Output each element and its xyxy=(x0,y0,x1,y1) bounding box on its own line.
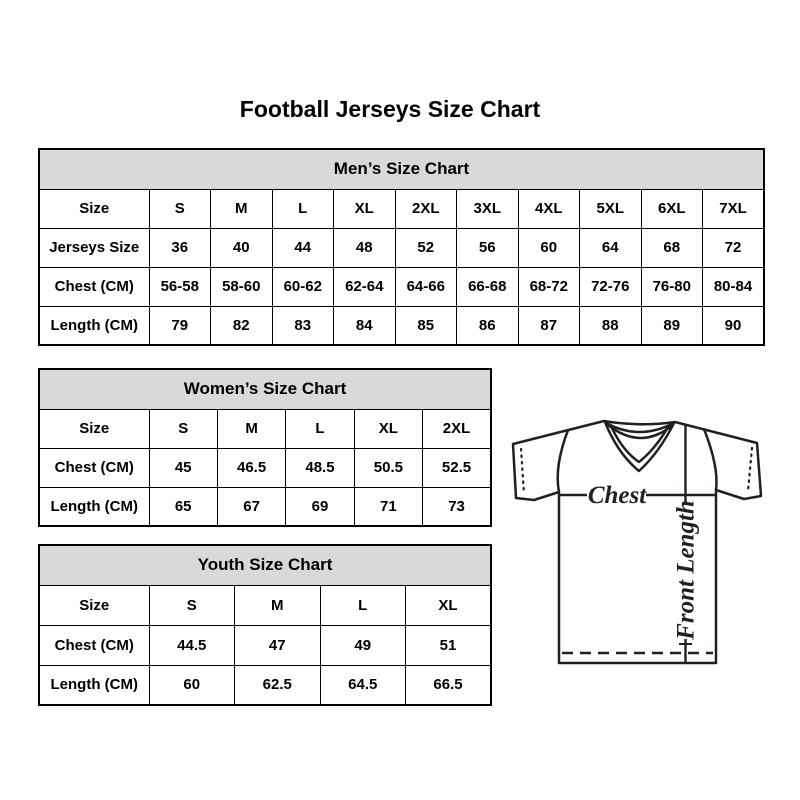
cell-value: 67 xyxy=(217,487,285,526)
cell-value: 64 xyxy=(580,228,642,267)
cell-value: S xyxy=(149,409,217,448)
cell-value: 50.5 xyxy=(354,448,422,487)
cell-value: 56-58 xyxy=(149,267,211,306)
cell-value: 52.5 xyxy=(423,448,491,487)
cell-value: 60 xyxy=(149,665,235,705)
chest-label: Chest xyxy=(587,482,647,509)
cell-value: 44 xyxy=(272,228,334,267)
cell-value: 84 xyxy=(334,306,396,345)
row-label: Chest (CM) xyxy=(39,448,149,487)
row-label: Length (CM) xyxy=(39,306,149,345)
table-row xyxy=(39,267,764,306)
cell-value: 7XL xyxy=(703,189,765,228)
cell-value: 62.5 xyxy=(235,665,321,705)
jersey-outline xyxy=(513,421,761,663)
mens-size-table xyxy=(38,148,765,346)
cell-value: M xyxy=(235,585,321,625)
cell-value: 82 xyxy=(211,306,273,345)
cell-value: 60-62 xyxy=(272,267,334,306)
cell-value: 80-84 xyxy=(703,267,765,306)
row-label: Chest (CM) xyxy=(39,625,149,665)
cell-value: 2XL xyxy=(395,189,457,228)
cell-value: 45 xyxy=(149,448,217,487)
cell-value: 46.5 xyxy=(217,448,285,487)
cell-value: S xyxy=(149,189,211,228)
cell-value: 51 xyxy=(406,625,492,665)
row-label: Size xyxy=(39,189,149,228)
cell-value: 48 xyxy=(334,228,396,267)
table-title-row xyxy=(39,545,491,585)
table-title: Women’s Size Chart xyxy=(39,369,491,409)
front-length-label: Front Length xyxy=(672,500,700,640)
cell-value: 44.5 xyxy=(149,625,235,665)
cell-value: 76-80 xyxy=(641,267,703,306)
cell-value: 73 xyxy=(423,487,491,526)
table-title: Men’s Size Chart xyxy=(39,149,764,189)
cell-value: 49 xyxy=(320,625,406,665)
cell-value: 79 xyxy=(149,306,211,345)
cell-value: 72 xyxy=(703,228,765,267)
row-label: Jerseys Size xyxy=(39,228,149,267)
cell-value: 68 xyxy=(641,228,703,267)
table-row xyxy=(39,306,764,345)
row-label: Size xyxy=(39,585,149,625)
row-label: Chest (CM) xyxy=(39,267,149,306)
cell-value: XL xyxy=(354,409,422,448)
cell-value: 86 xyxy=(457,306,519,345)
youth-size-table xyxy=(38,544,492,706)
cell-value: 88 xyxy=(580,306,642,345)
table-row xyxy=(39,448,491,487)
cell-value: 47 xyxy=(235,625,321,665)
cell-value: 48.5 xyxy=(286,448,354,487)
cell-value: 36 xyxy=(149,228,211,267)
cell-value: S xyxy=(149,585,235,625)
cell-value: 60 xyxy=(518,228,580,267)
cell-value: 90 xyxy=(703,306,765,345)
cell-value: 69 xyxy=(286,487,354,526)
table-row xyxy=(39,585,491,625)
cell-value: 56 xyxy=(457,228,519,267)
table-row xyxy=(39,189,764,228)
cell-value: XL xyxy=(406,585,492,625)
table-row xyxy=(39,625,491,665)
jersey-measurement-diagram xyxy=(498,403,783,688)
table-title-row xyxy=(39,369,491,409)
cell-value: 66.5 xyxy=(406,665,492,705)
cell-value: 87 xyxy=(518,306,580,345)
cell-value: 68-72 xyxy=(518,267,580,306)
cell-value: 71 xyxy=(354,487,422,526)
page-title: Football Jerseys Size Chart xyxy=(239,96,541,122)
cell-value: 58-60 xyxy=(211,267,273,306)
table-title: Youth Size Chart xyxy=(39,545,491,585)
cell-value: 4XL xyxy=(518,189,580,228)
cell-value: 62-64 xyxy=(334,267,396,306)
cell-value: 64.5 xyxy=(320,665,406,705)
cell-value: 40 xyxy=(211,228,273,267)
cell-value: 83 xyxy=(272,306,334,345)
cell-value: 52 xyxy=(395,228,457,267)
row-label: Length (CM) xyxy=(39,487,149,526)
cell-value: XL xyxy=(334,189,396,228)
row-label: Size xyxy=(39,409,149,448)
cell-value: 66-68 xyxy=(457,267,519,306)
cell-value: 3XL xyxy=(457,189,519,228)
table-title-row xyxy=(39,149,764,189)
cell-value: M xyxy=(211,189,273,228)
cell-value: 2XL xyxy=(423,409,491,448)
row-label: Length (CM) xyxy=(39,665,149,705)
table-row xyxy=(39,665,491,705)
cell-value: 72-76 xyxy=(580,267,642,306)
cell-value: L xyxy=(286,409,354,448)
cell-value: 5XL xyxy=(580,189,642,228)
womens-size-table xyxy=(38,368,492,527)
cell-value: 65 xyxy=(149,487,217,526)
cell-value: L xyxy=(320,585,406,625)
cell-value: 85 xyxy=(395,306,457,345)
table-row xyxy=(39,487,491,526)
table-row xyxy=(39,409,491,448)
cell-value: 89 xyxy=(641,306,703,345)
cell-value: 64-66 xyxy=(395,267,457,306)
cell-value: L xyxy=(272,189,334,228)
cell-value: M xyxy=(217,409,285,448)
cell-value: 6XL xyxy=(641,189,703,228)
table-row xyxy=(39,228,764,267)
